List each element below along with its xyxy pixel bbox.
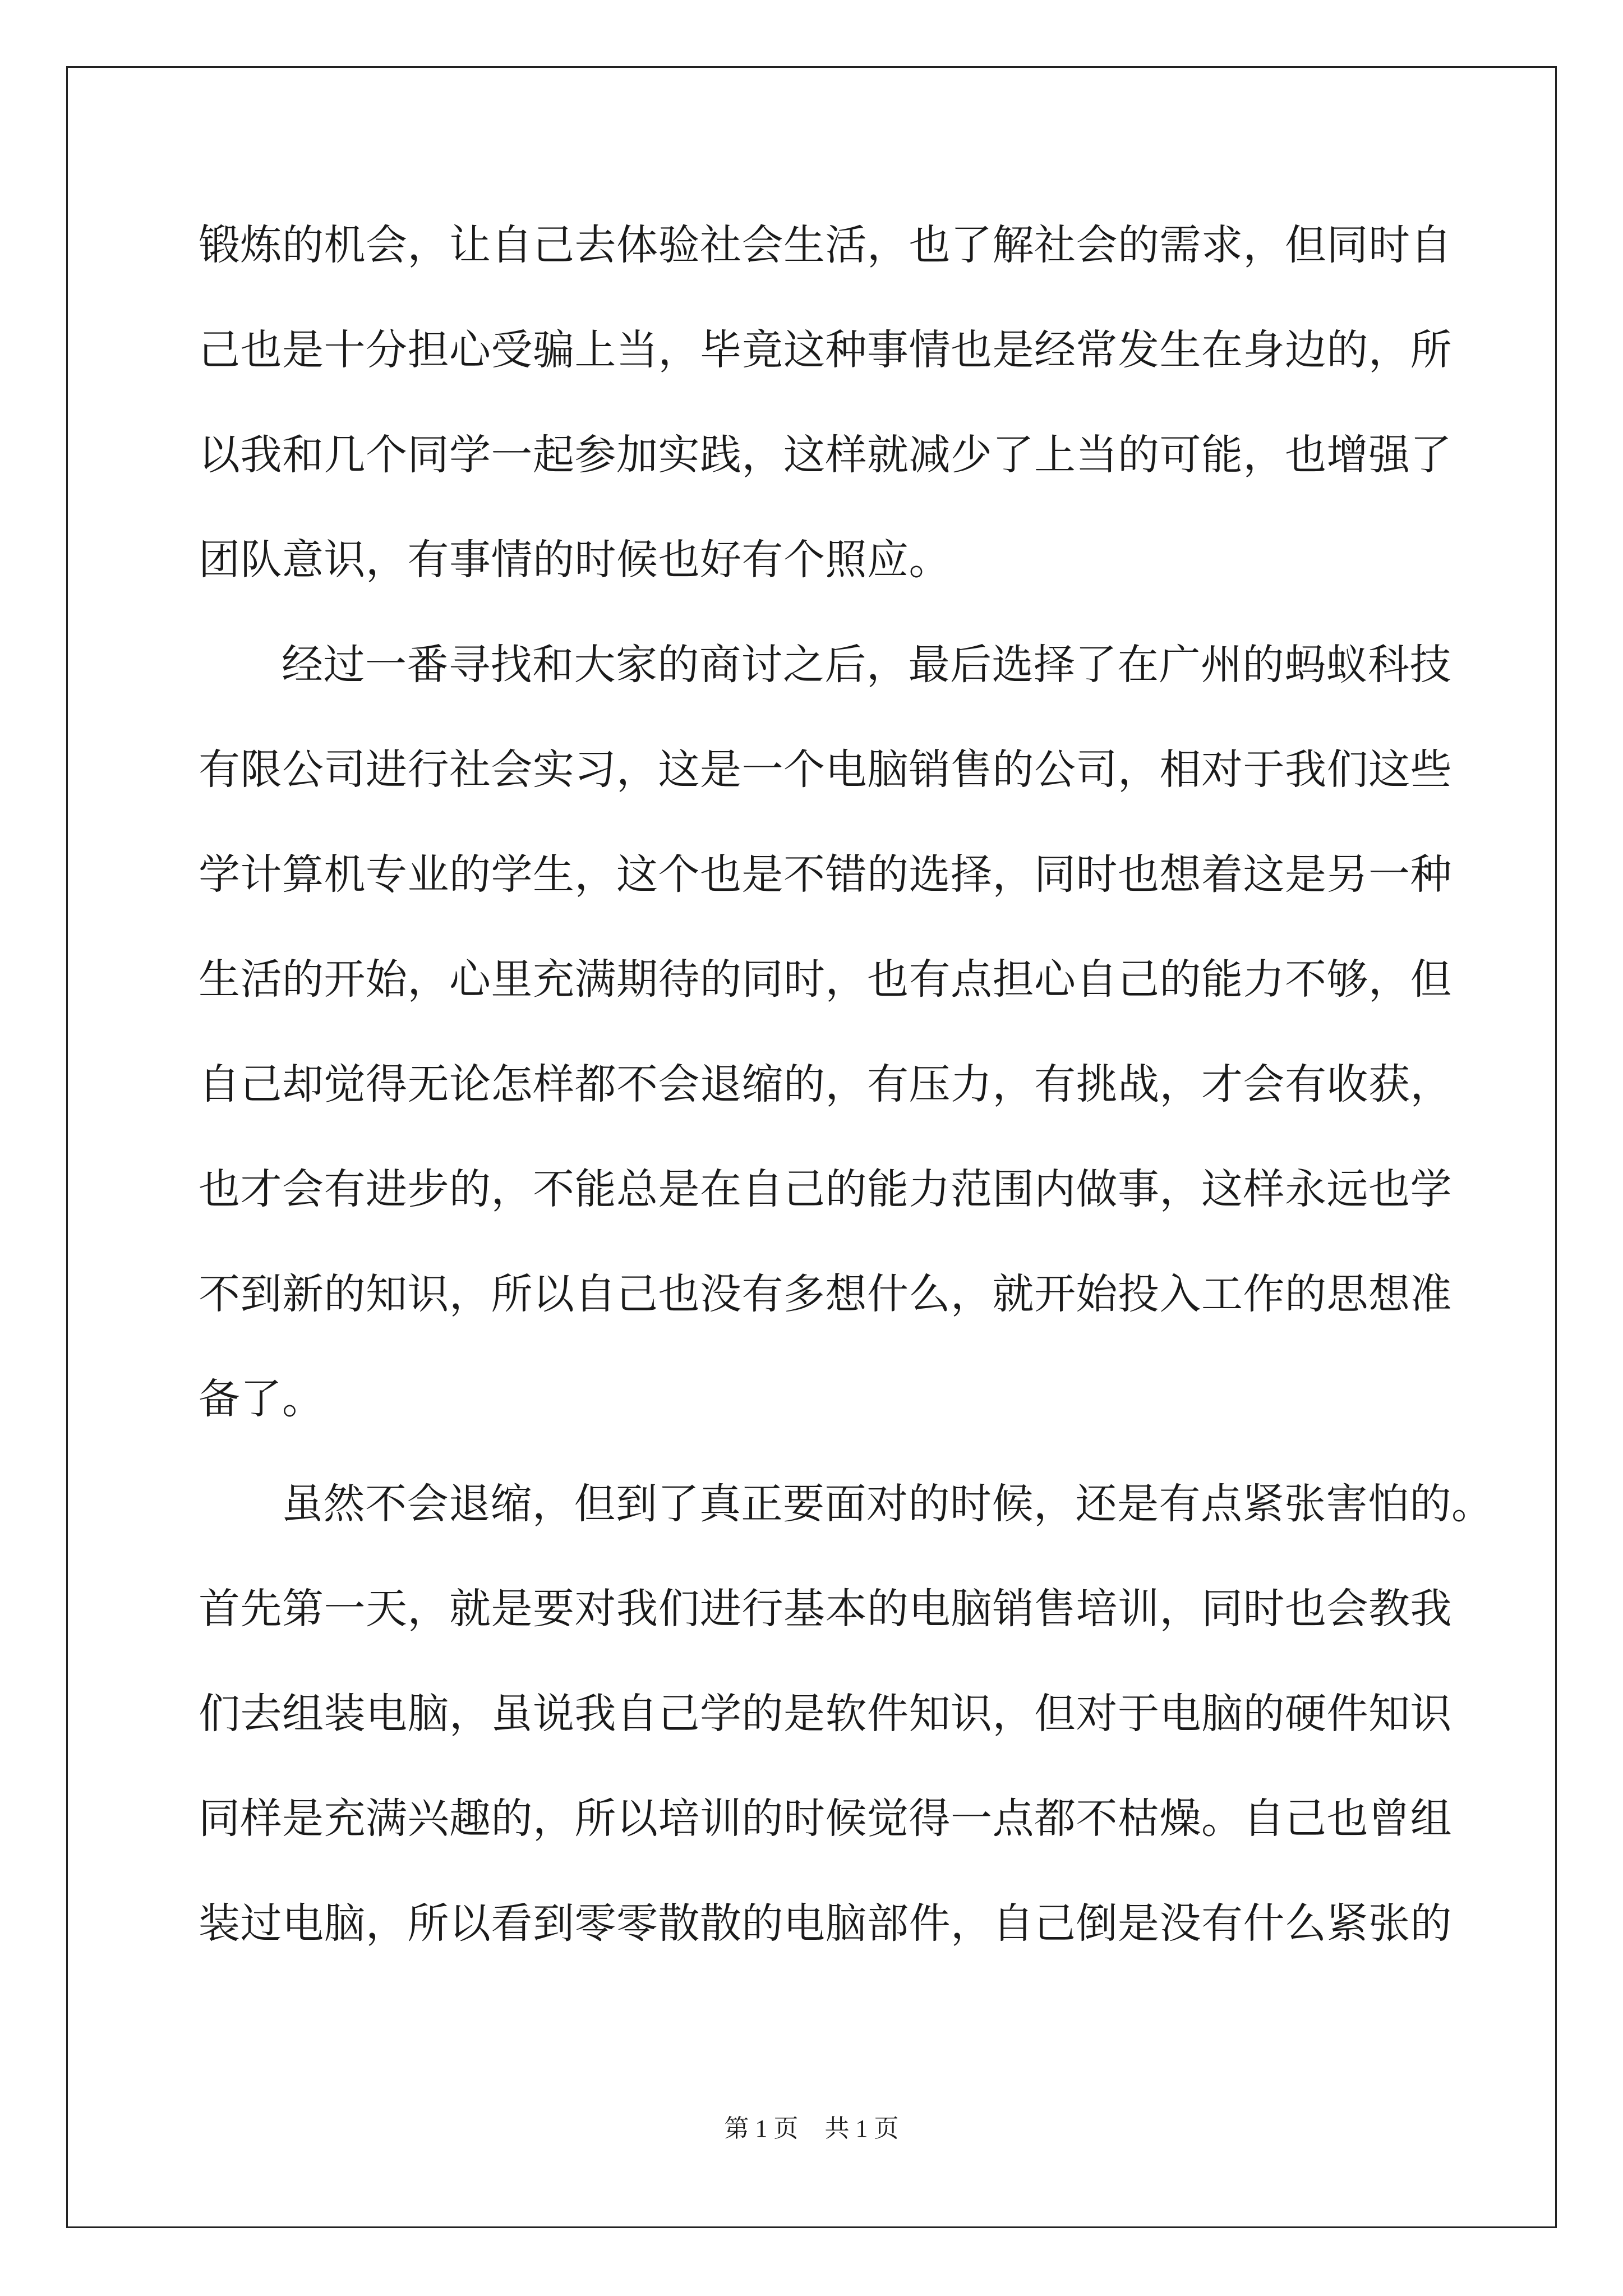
text-line: 己也是十分担心受骗上当，毕竟这种事情也是经常发生在身边的，所 — [199, 326, 1452, 374]
text-line: 也才会有进步的，不能总是在自己的能力范围内做事，这样永远也学 — [199, 1165, 1452, 1213]
text-line: 经过一番寻找和大家的商讨之后，最后选择了在广州的蚂蚁科技 — [282, 641, 1451, 689]
text-line: 自己却觉得无论怎样都不会退缩的，有压力，有挑战，才会有收获， — [199, 1060, 1452, 1108]
text-line: 装过电脑，所以看到零零散散的电脑部件，自己倒是没有什么紧张的 — [199, 1899, 1452, 1948]
page-number: 第 1 页 — [724, 2115, 799, 2142]
text-line: 以我和几个同学一起参加实践，这样就减少了上当的可能，也增强了 — [199, 431, 1452, 479]
text-line: 学计算机专业的学生，这个也是不错的选择，同时也想着这是另一种 — [199, 850, 1452, 899]
text-line: 们去组装电脑，虽说我自己学的是软件知识，但对于电脑的硬件知识 — [199, 1690, 1452, 1738]
text-line: 不到新的知识，所以自己也没有多想什么，就开始投入工作的思想准 — [199, 1270, 1452, 1318]
page-total: 共 1 页 — [824, 2115, 899, 2142]
text-line: 有限公司进行社会实习，这是一个电脑销售的公司，相对于我们这些 — [199, 746, 1452, 794]
text-line: 同样是充满兴趣的，所以培训的时候觉得一点都不枯燥。自己也曾组 — [199, 1795, 1452, 1843]
text-line: 团队意识，有事情的时候也好有个照应。 — [199, 536, 951, 584]
text-line: 备了。 — [199, 1375, 324, 1423]
text-line: 首先第一天，就是要对我们进行基本的电脑销售培训，同时也会教我 — [199, 1585, 1452, 1633]
page-footer — [0, 2112, 1623, 2146]
document-body — [199, 193, 1493, 1976]
text-line: 虽然不会退缩，但到了真正要面对的时候，还是有点紧张害怕的。 — [282, 1480, 1493, 1528]
text-line: 生活的开始，心里充满期待的同时，也有点担心自己的能力不够，但 — [199, 955, 1452, 1004]
text-line: 锻炼的机会，让自己去体验社会生活，也了解社会的需求，但同时自 — [199, 221, 1452, 269]
